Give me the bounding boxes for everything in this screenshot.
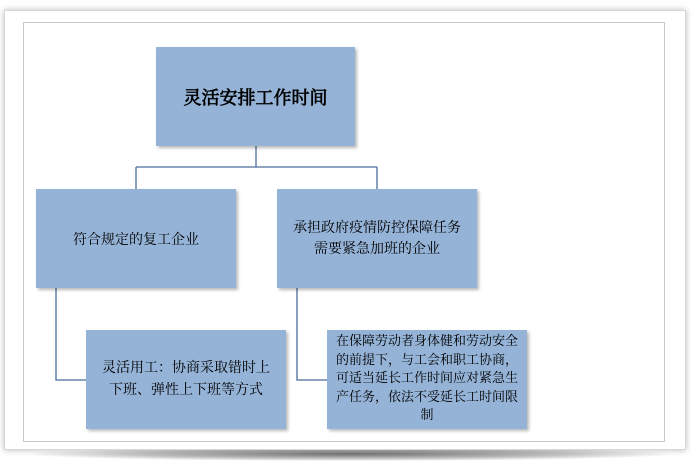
branch-node-left [36, 189, 236, 288]
connector-right-to-child [297, 288, 327, 380]
leaf-node-left-label: 灵活用工：协商采取错时上下班、弹性上下班等方式 [102, 359, 270, 398]
leaf-node-right-label: 在保障劳动者身体健和劳动安全的前提下，与工会和职工协商，可适当延长工作时间应对紧急生产任务，依法不受延长工时间限制 [335, 334, 518, 424]
connector-left-to-child [56, 288, 86, 380]
root-node [156, 47, 355, 146]
leaf-node-right [327, 330, 527, 429]
branch-node-left-label: 符合规定的复工企业 [73, 231, 199, 248]
leaf-node-left [86, 330, 286, 429]
branch-node-right [277, 189, 477, 288]
branch-node-right-label: 承担政府疫情防控保障任务需要紧急加班的企业 [293, 219, 461, 257]
root-node-label: 灵活安排工作时间 [183, 87, 328, 109]
